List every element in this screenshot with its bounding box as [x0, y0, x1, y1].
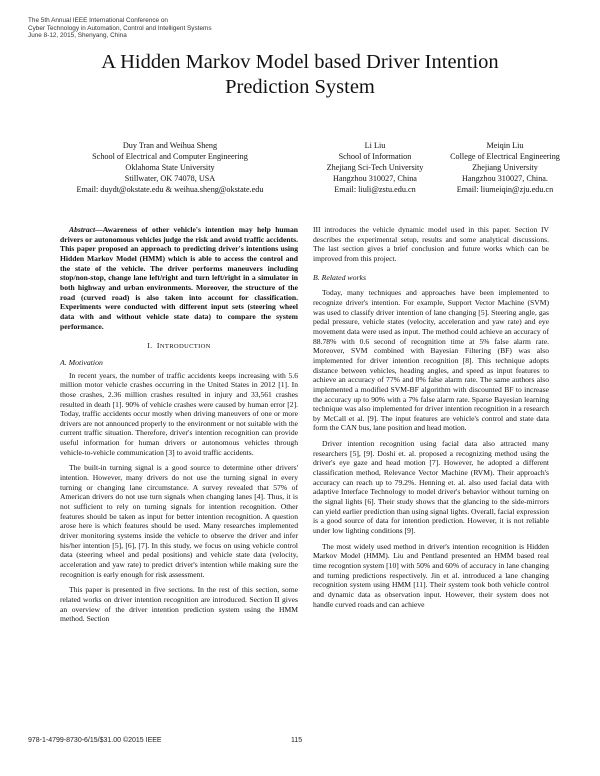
paragraph: This paper is presented in five sections. In the rest of this section, some related works on driver intention recognition are introduced. Section II gives an overview of the driver intention prediction system using the HMM method. Section — [60, 585, 298, 624]
author-dept: School of Electrical and Computer Engineering — [92, 152, 248, 161]
section-rest: NTRODUCTION — [159, 343, 211, 351]
paragraph: Today, many techniques and approaches have been implemented to recognize driver's intention. For example, Support Vector Machine (SVM) was used to classify driver intention of lane changing [5]. Steering angle, gas pedal pressure, vehicle states (velocity, acceleration and yaw rate) and eye movement data were used as input. The method could achieve an accuracy of 88.78% with 0.6 second of recognition time at 5% false alarm rate. Moreover, SVM combined with Bayesian Filtering (BF) was also implemented for driver intention recognition [8]. This technique adopts distance between vehicles, heading angles, and speed as input features to achieve an accuracy of 77% and 0% false alarm rate. The same authors also implemented a modified SVM-BF algorithm with discounted BF to increase the accuracy up to 90% with a 7% false alarm rate. Sparse Bayesian learning technique was also implemented for driver intention recognition in a research by McCall et al. [9]. The input features are vehicle's control and state data form the CAN bus, lane position and head motion. — [313, 288, 549, 433]
author-univ: Oklahoma State University — [125, 163, 215, 172]
conference-line: June 8-12, 2015, Shenyang, China — [28, 32, 127, 40]
conference-header — [28, 17, 212, 40]
author-city: Hangzhou 310027, China — [333, 174, 417, 183]
abstract-lead: Abstract — [69, 225, 96, 234]
author-univ: Zhejiang Sci-Tech University — [326, 163, 424, 172]
author-univ: Zhejiang University — [472, 163, 538, 172]
subsection-motivation: A. Motivation — [60, 357, 103, 367]
page-number: 115 — [291, 737, 303, 744]
subsection-related-works: B. Related works — [313, 272, 367, 282]
abstract-text: —Awareness of other vehicle's intention may help human drivers or autonomous vehicles judge the risk and avoid traffic accidents. This paper proposed an approach to predicting driver's intentions using Hidden Markov Model (HMM) which is able to access the control and the state of the vehicle. The driver performs maneuvers including stop/non-stop, change lane left/right and turn left/right in a simulator in both highway and urban environments. Moreover, the structure of the road (curved road) is also taken into account for classification. Experiments were conducted with different input sets (steering wheel data with and without vehicle state data) to compare the system performance. — [60, 225, 298, 331]
author-city: Hangzhou 310027, China. — [462, 174, 548, 183]
paragraph: Driver intention recognition using facial data also attracted many researchers [5], [9]. Doshi et. al. proposed a recognizing method using the driver's eye gaze and head motion [7]. However, he adopted a different classification method, Relevance Vector Machine (RVM). Their approach's accuracy can reach up to 79.2%. Henning et. al. also used facial data with adaptive Interface Technology to model driver's behavior without turning on the signal lights [6]. Their study shows that the glancing to the side-mirrors can yield earlier prediction than using signal lights. Overall, facial expression is a good source of data for intention prediction. However, it is not reliable under low lighting conditions [9]. — [313, 439, 549, 536]
paper-title — [40, 50, 560, 100]
author-names: Meiqin Liu — [486, 141, 524, 150]
paragraph: In recent years, the number of traffic accidents keeps increasing with 5.6 million motor vehicle crashes occurring in the United States in 2012 [1]. In those crashes, 2.36 million crashes resulted in injury and 33,561 crashes resulted in death [1]. 90% of vehicle crashes were caused by human error [2]. Today, traffic accidents occur mostly when driving maneuvers of one or more drivers are not announced properly to the environment or not suitable with the current traffic situation. Therefore, driver's intention recognition can provide useful information for human drivers or autonomous vehicles through vehicle-to-vehicle communication [3] to avoid traffic accidents. — [60, 370, 298, 457]
left-column — [60, 225, 298, 624]
author-email: Email: liuli@zstu.edu.cn — [334, 185, 416, 194]
author-dept: College of Electrical Engineering — [450, 152, 560, 161]
author-city: Stillwater, OK 74078, USA — [124, 174, 216, 183]
title-line: Prediction System — [225, 76, 375, 98]
author-names: Li Liu — [364, 141, 386, 150]
abstract — [60, 225, 298, 331]
author-3 — [425, 140, 585, 195]
footer-isbn: 978-1-4799-8730-6/15/$31.00 ©2015 IEEE — [28, 737, 162, 744]
title-line: A Hidden Markov Model based Driver Intention — [101, 51, 499, 73]
conference-line: Cyber Technology in Automation, Control and Intelligent Systems — [28, 24, 212, 32]
paragraph: The most widely used method in driver's intention recognition is Hidden Markov Model (HMM). Liu and Pentland presented an HMM based real time recogntion system [10] with 50% and 60% of accuracy in lane changing and turning predictions respectively. Jin et al. introduced a lane changing recognition system using HMM [11]. Their system took both vehicle control and dynamic data as observation input. However, their system does not handle curved roads and can achieve — [313, 541, 549, 609]
author-names: Duy Tran and Weihua Sheng — [122, 141, 218, 150]
conference-line: The 5th Annual IEEE International Conference on — [28, 17, 168, 24]
author-1 — [20, 140, 320, 195]
paragraph: III introduces the vehicle dynamic model used in this paper. Section IV describes the experimental setup, results and some analytical discussions. The last section gives a brief conclusion and future works which can be improved from this project. — [313, 225, 549, 263]
section-first-letter: I — [156, 341, 160, 351]
author-dept: School of Information — [338, 152, 412, 161]
paragraph: The built-in turning signal is a good source to determine other drivers' intention. However, many drivers do not use the turning signal in every turning or changing lane circumstance. A survey revealed that 57% of American drivers do not use turn signals when changing lanes [4]. Thus, it is not sufficient to rely on turning signals for intention recognition. Other features should be taken as input for better intention recognition. A question arose here is which features should be used. Many researches implemented driver monitoring systems inside the vehicle to observe the driver and infer his/her intention [5], [6], [7]. In this study, we focus on using vehicle control data (steering wheel and pedal positions) and vehicle state data (velocity, acceleration and yaw rate) to predict driver's intention while making sure the recognition is early enough for risk assessment. — [60, 463, 298, 579]
author-email: Email: liumeiqin@zju.edu.cn — [456, 185, 554, 194]
author-2 — [320, 140, 430, 195]
section-heading-introduction — [60, 341, 298, 352]
right-column — [313, 225, 549, 609]
author-email: Email: duydt@okstate.edu & weihua.sheng@okstate.edu — [76, 185, 264, 194]
section-numeral: I. — [147, 341, 153, 351]
